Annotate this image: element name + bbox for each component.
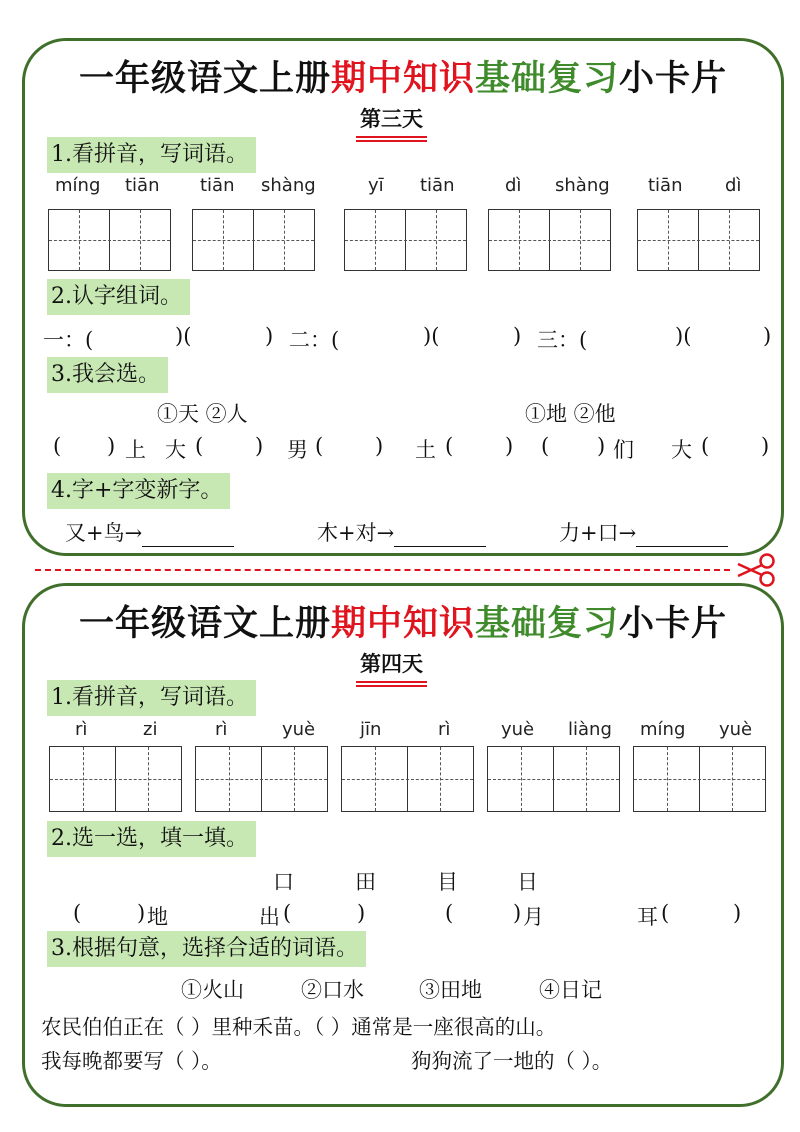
writing-grid[interactable]: [488, 209, 611, 271]
section-heading-new-char: 4.字+字变新字。: [47, 473, 230, 509]
day-underline: [356, 681, 427, 687]
title-part-green: 基础复习: [475, 58, 620, 99]
bracket: (: [445, 434, 454, 458]
title-part-green: 基础复习: [475, 603, 620, 644]
new-char-formula: 力+口→: [559, 521, 637, 545]
pinyin-label: tiān: [420, 175, 455, 196]
pinyin-label: shàng: [261, 175, 316, 196]
day-underline: [356, 136, 427, 142]
pinyin-label: yuè: [282, 719, 316, 740]
pinyin-label: zi: [143, 719, 158, 740]
pinyin-label: yuè: [719, 719, 753, 740]
bracket: (: [315, 434, 324, 458]
section-heading-word-choice: 3.根据句意，选择合适的词语。: [47, 931, 366, 967]
word-option: ③田地: [419, 978, 482, 1002]
choice-char: 大: [671, 438, 692, 462]
pinyin-label: tiān: [648, 175, 683, 196]
bracket: ): [513, 901, 522, 925]
worksheet-card-day3: [22, 38, 784, 556]
bracket: (: [661, 901, 670, 925]
day-label: [360, 103, 423, 136]
choice-char: 土: [415, 438, 436, 462]
bracket: (: [73, 901, 82, 925]
choice-char: 男: [287, 438, 308, 462]
bracket: ): [375, 434, 384, 458]
option-list-b: ①地 ②他: [525, 402, 616, 426]
title-part-black: 一年级语文上册: [78, 603, 331, 644]
bracket: (: [541, 434, 550, 458]
worksheet-card-day4: [22, 583, 784, 1107]
pinyin-label: dì: [505, 175, 522, 196]
new-char-item: [559, 517, 728, 547]
fill-char: 月: [523, 905, 544, 929]
pinyin-label: rì: [438, 719, 451, 740]
writing-grid[interactable]: [637, 209, 760, 271]
new-char-formula: 又+鸟→: [65, 521, 143, 545]
fill-char: 地: [147, 905, 168, 929]
writing-grid[interactable]: [341, 746, 474, 812]
new-char-formula: 木+对→: [317, 521, 395, 545]
pinyin-label: shàng: [555, 175, 610, 196]
pinyin-label: liàng: [568, 719, 612, 740]
card-title: [25, 596, 781, 646]
writing-grid[interactable]: [633, 746, 766, 812]
bracket: ): [137, 901, 146, 925]
option-list-a: ①天 ②人: [157, 402, 248, 426]
section-heading-choose: 3.我会选。: [47, 357, 168, 393]
word-option: ④日记: [539, 978, 602, 1002]
bracket: ): [505, 434, 514, 458]
choice-char: 上: [125, 438, 146, 462]
bracket: (: [701, 434, 710, 458]
title-part-red: 期中知识: [330, 603, 475, 644]
bracket: (: [445, 901, 454, 925]
fill-char: 耳: [637, 905, 658, 929]
title-part-black: 一年级语文上册: [78, 58, 331, 99]
pinyin-label: yuè: [501, 719, 535, 740]
bracket: (: [283, 901, 292, 925]
section-heading-zuci: 2.认字组词。: [47, 279, 190, 315]
title-part-black-end: 小卡片: [619, 58, 728, 99]
pinyin-label: tiān: [125, 175, 160, 196]
bracket: )(: [675, 324, 692, 348]
bracket: ): [265, 324, 274, 348]
bracket: (: [53, 434, 62, 458]
choice-char: 口: [273, 870, 294, 894]
bracket: ): [733, 901, 742, 925]
pinyin-label: tiān: [200, 175, 235, 196]
day-label: [360, 648, 423, 681]
pinyin-label: míng: [55, 175, 101, 196]
pinyin-label: rì: [215, 719, 228, 740]
bracket: ): [357, 901, 366, 925]
zuci-prefix-san: 三：(: [537, 328, 588, 352]
answer-line[interactable]: [636, 523, 728, 547]
cut-line: [35, 569, 730, 571]
bracket: (: [195, 434, 204, 458]
title-part-black-end: 小卡片: [619, 603, 728, 644]
title-part-red: 期中知识: [330, 58, 475, 99]
bracket: )(: [423, 324, 440, 348]
section-heading-pinyin: 1.看拼音，写词语。: [47, 137, 256, 173]
section-heading-select-fill: 2.选一选，填一填。: [47, 821, 256, 857]
new-char-item: [317, 517, 486, 547]
choice-char: 目: [437, 870, 458, 894]
sentence: 农民伯伯正在（ ）里种禾苗。（ ）通常是一座很高的山。: [41, 1015, 557, 1039]
card-title: [25, 51, 781, 101]
word-option: ①火山: [181, 978, 244, 1002]
writing-grid[interactable]: [195, 746, 328, 812]
choice-char: 日: [517, 870, 538, 894]
fill-char: 出: [259, 905, 280, 929]
bracket: ): [763, 324, 772, 348]
pinyin-label: rì: [75, 719, 88, 740]
section-heading-pinyin: 1.看拼音，写词语。: [47, 680, 256, 716]
pinyin-label: yī: [368, 175, 384, 196]
choice-char: 大: [165, 438, 186, 462]
new-char-item: [65, 517, 234, 547]
writing-grid[interactable]: [344, 209, 467, 271]
answer-line[interactable]: [142, 523, 234, 547]
sentence: 我每晚都要写（ ）。: [41, 1049, 222, 1073]
zuci-prefix-er: 二：(: [289, 328, 340, 352]
answer-line[interactable]: [394, 523, 486, 547]
writing-grid[interactable]: [192, 209, 315, 271]
bracket: ): [513, 324, 522, 348]
bracket: ): [255, 434, 264, 458]
choice-char: 田: [355, 870, 376, 894]
writing-grid[interactable]: [49, 746, 182, 812]
bracket: )(: [175, 324, 192, 348]
word-option: ②口水: [301, 978, 364, 1002]
bracket: ): [107, 434, 116, 458]
pinyin-label: dì: [725, 175, 742, 196]
choice-char: 们: [613, 438, 634, 462]
writing-grid[interactable]: [48, 209, 171, 271]
sentence: 狗狗流了一地的（ ）。: [411, 1049, 613, 1073]
bracket: ): [597, 434, 606, 458]
day-text: 第三天: [360, 106, 423, 131]
day-text: 第四天: [360, 651, 423, 676]
writing-grid[interactable]: [487, 746, 620, 812]
zuci-prefix-yi: 一：(: [43, 328, 94, 352]
pinyin-label: míng: [640, 719, 686, 740]
bracket: ): [761, 434, 770, 458]
pinyin-label: jīn: [360, 719, 382, 740]
